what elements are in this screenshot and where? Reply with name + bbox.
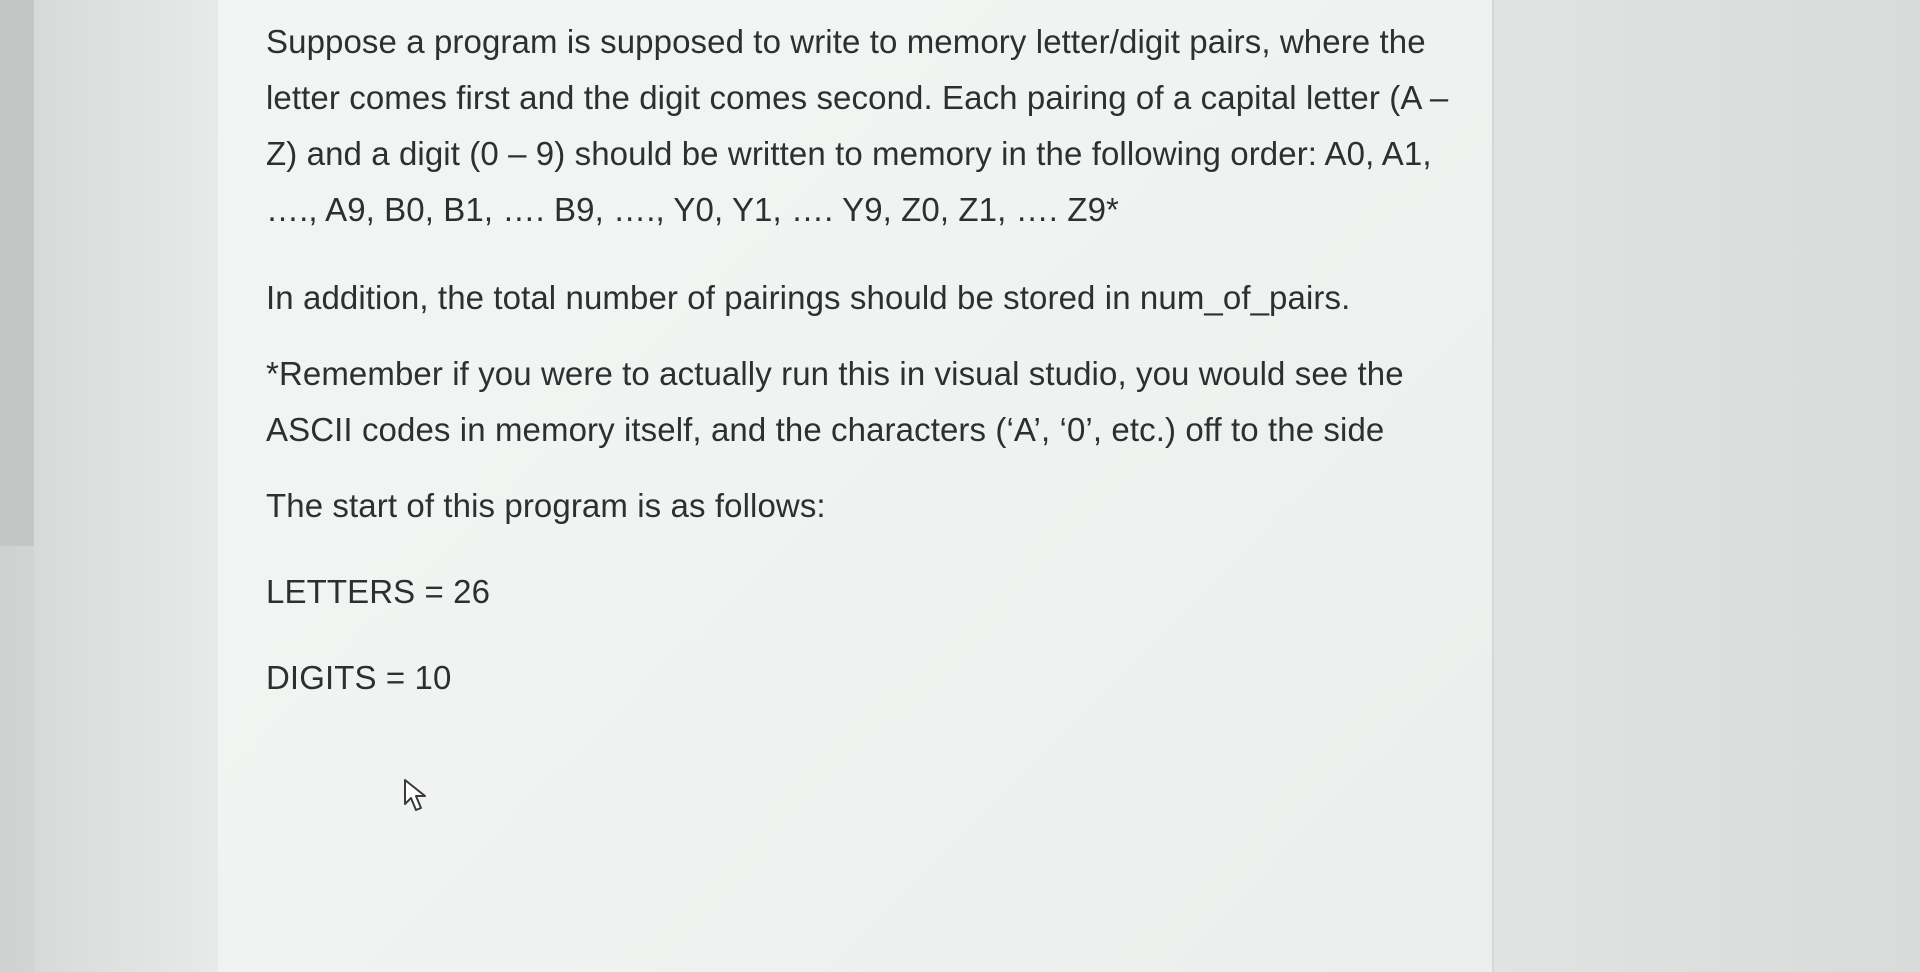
left-edge-strip: [0, 0, 34, 546]
code-line-digits: DIGITS = 10: [266, 659, 452, 696]
code-line-letters: LETTERS = 26: [266, 573, 491, 610]
question-paragraph-3: *Remember if you were to actually run this in visual studio, you would see the ASCII codes in memory itself, and the characters (‘A’, ‘0’, etc.) off to the side: [266, 355, 1404, 448]
question-text: [266, 14, 1466, 706]
left-gutter: [34, 0, 218, 972]
question-paragraph-1: Suppose a program is supposed to write to memory letter/digit pairs, where the letter comes first and the digit comes second. Each pairing of a capital letter (A – Z) and a digit (0 – 9) should be written to memory in the following order: A0, A1, …., A9, B0, B1, …. B9, …., Y0, Y1, …. Y9, Z0, Z1, …. Z9*: [266, 23, 1449, 228]
question-paragraph-4: The start of this program is as follows:: [266, 487, 826, 524]
mouse-pointer-icon: [402, 778, 432, 814]
right-background: [1494, 0, 1920, 972]
question-paragraph-2: In addition, the total number of pairings should be stored in num_of_pairs.: [266, 279, 1351, 316]
